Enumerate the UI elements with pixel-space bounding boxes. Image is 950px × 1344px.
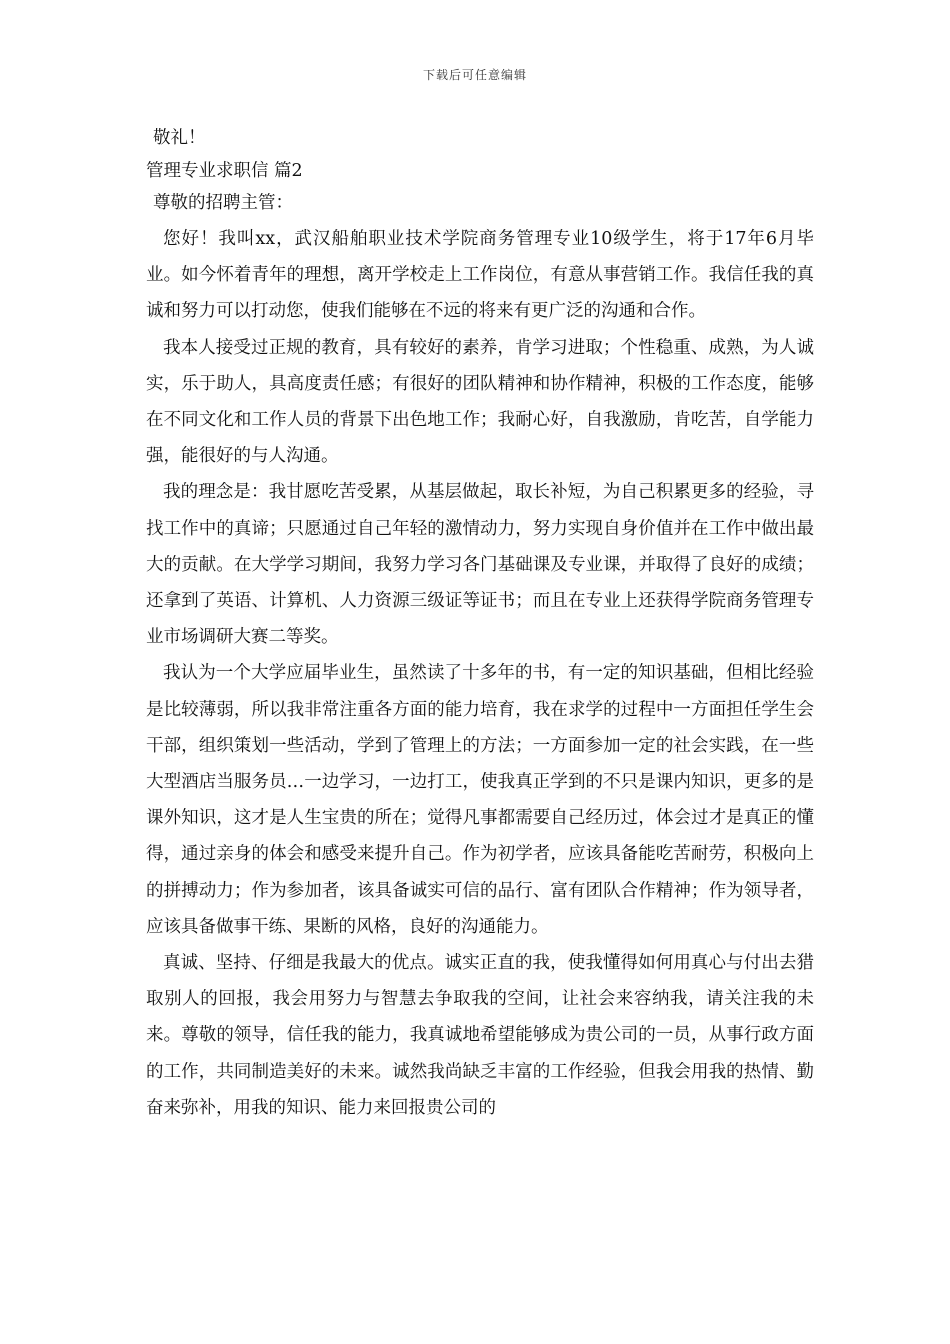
paragraph-personal-qualities: 我本人接受过正规的教育，具有较好的素养，肯学习进取；个性稳重、成熟，为人诚实，乐于助人，具高度责任感；有很好的团队精神和协作精神，积极的工作态度，能够在不同文化和工作人员的背景下出色地工作；我耐心好，自我激励，肯吃苦，自学能力强，能很好的与人沟通。 bbox=[146, 337, 814, 467]
letter-closing: 敬礼！ bbox=[153, 128, 206, 148]
letter-salutation: 尊敬的招聘主管： bbox=[153, 193, 293, 213]
letter-body bbox=[146, 124, 814, 1126]
paragraph-introduction: 您好！我叫xx，武汉船舶职业技术学院商务管理专业10级学生，将于17年6月毕业。如今怀着青年的理想，离开学校走上工作岗位，有意从事营销工作。我信任我的真诚和努力可以打动您，使我们能够在不远的将来有更广泛的沟通和合作。 bbox=[146, 229, 814, 322]
paragraph-philosophy: 我的理念是：我甘愿吃苦受累，从基层做起，取长补短，为自己积累更多的经验，寻找工作中的真谛；只愿通过自己年轻的激情动力，努力实现自身价值并在工作中做出最大的贡献。在大学学习期间，我努力学习各门基础课及专业课，并取得了良好的成绩；还拿到了英语、计算机、人力资源三级证等证书；而且在专业上还获得学院商务管理专业市场调研大赛二等奖。 bbox=[146, 482, 814, 648]
letter-title: 管理专业求职信 篇2 bbox=[146, 161, 303, 181]
paragraph-strengths: 真诚、坚持、仔细是我最大的优点。诚实正直的我，使我懂得如何用真心与付出去猎取别人的回报，我会用努力与智慧去争取我的空间，让社会来容纳我，请关注我的未来。尊敬的领导，信任我的能力，我真诚地希望能够成为贵公司的一员，从事行政方面的工作，共同制造美好的未来。诚然我尚缺乏丰富的工作经验，但我会用我的热情、勤奋来弥补，用我的知识、能力来回报贵公司的 bbox=[146, 953, 814, 1118]
paragraph-experience: 我认为一个大学应届毕业生，虽然读了十多年的书，有一定的知识基础，但相比经验是比较薄弱，所以我非常注重各方面的能力培育，我在求学的过程中一方面担任学生会干部，组织策划一些活动，学到了管理上的方法；一方面参加一定的社会实践，在一些大型酒店当服务员…一边学习，一边打工，使我真正学到的不只是课内知识，更多的是课外知识，这才是人生宝贵的所在；觉得凡事都需要自己经历过，体会过才是真正的懂得，通过亲身的体会和感受来提升自己。作为初学者，应该具备能吃苦耐劳，积极向上的拼搏动力；作为参加者，该具备诚实可信的品行、富有团队合作精神；作为领导者，应该具备做事干练、果断的风格，良好的沟通能力。 bbox=[146, 663, 814, 937]
page-header-note: 下载后可任意编辑 bbox=[422, 68, 527, 82]
